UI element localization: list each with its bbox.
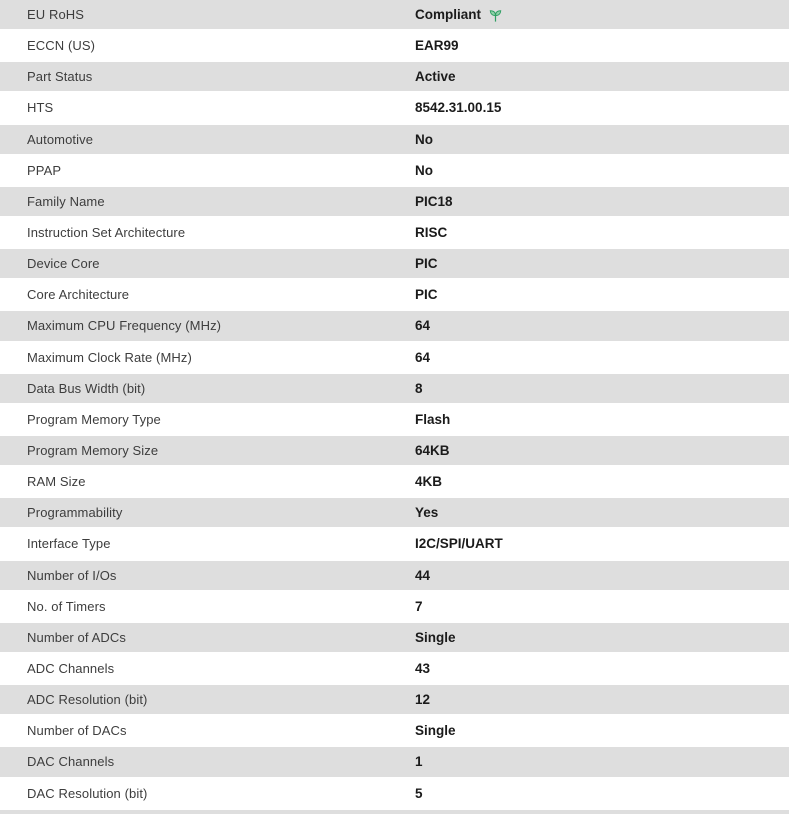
attribute-value-text: No [415,131,433,147]
table-row [0,31,789,62]
table-row [0,467,789,498]
attribute-value [415,723,456,738]
table-row [0,405,789,436]
attribute-value-text: PIC [415,256,438,272]
attribute-value [415,692,430,707]
attribute-value [415,225,447,240]
attribute-value [415,599,423,614]
attribute-label: PPAP [27,162,62,178]
attribute-value [415,100,501,115]
attribute-value [415,256,438,271]
attribute-value [415,505,438,520]
attribute-value-text: PIC [415,287,438,303]
attribute-value-text: Single [415,629,456,645]
table-row [0,343,789,374]
attribute-label: Core Architecture [27,287,130,303]
table-row [0,280,789,311]
attribute-label: Programmability [27,505,123,521]
attribute-label: Program Memory Type [27,411,161,427]
attribute-label: Instruction Set Architecture [27,225,186,241]
table-row [0,218,789,249]
table-row [0,187,789,218]
table-row [0,561,789,592]
attribute-value [415,474,442,489]
attribute-label: ECCN (US) [27,38,96,54]
table-row [0,654,789,685]
attribute-value-text: EAR99 [415,38,459,54]
attribute-label: Data Bus Width (bit) [27,380,146,396]
attribute-value-text: 1 [415,754,423,770]
attribute-value-text: No [415,162,433,178]
table-row [0,716,789,747]
rohs-leaf-icon [488,8,503,23]
attribute-value-text: Single [415,723,456,739]
attribute-label: Automotive [27,131,94,147]
attribute-value-text: 64 [415,318,431,334]
attribute-value-text: RISC [415,225,448,241]
attribute-label: DAC Channels [27,754,115,770]
attribute-value-text: 8542.31.00.15 [415,100,502,116]
attribute-value [415,412,450,427]
table-row [0,156,789,187]
attribute-label: RAM Size [27,474,86,490]
table-row [0,436,789,467]
attribute-label: No. of Timers [27,598,106,614]
attribute-label: Interface Type [27,536,111,552]
attribute-label: Maximum Clock Rate (MHz) [27,349,192,365]
attribute-value-text: 4KB [415,474,443,490]
table-row [0,249,789,280]
table-row [0,62,789,93]
attribute-value [415,287,438,302]
table-row [0,498,789,529]
attribute-value-text: I2C/SPI/UART [415,536,503,552]
attribute-value [415,350,430,365]
attribute-value-text: 43 [415,661,431,677]
attribute-value-text: Yes [415,505,439,521]
attribute-value-text: 64 [415,349,431,365]
table-row [0,592,789,623]
table-row [0,747,789,778]
attribute-value-text: Compliant [415,7,481,23]
attribute-value-text: 64KB [415,443,450,459]
attribute-value-text: Active [415,69,456,85]
attribute-value-text: 8 [415,380,423,396]
attribute-label: Part Status [27,69,93,85]
attribute-value [415,69,456,84]
table-row [0,125,789,156]
attribute-value-text: 7 [415,598,423,614]
attribute-value [415,38,459,53]
attribute-value [415,630,456,645]
table-row [0,374,789,405]
table-row [0,311,789,342]
table-row [0,685,789,716]
attribute-value [415,163,433,178]
attribute-value [415,786,423,801]
attribute-value [415,661,430,676]
table-row [0,0,789,31]
table-row [0,623,789,654]
attribute-label: EU RoHS [27,7,85,23]
table-row [0,93,789,124]
attribute-label: Maximum CPU Frequency (MHz) [27,318,222,334]
attribute-label: Number of DACs [27,723,127,739]
attribute-value-text: Flash [415,411,451,427]
attribute-value [415,7,503,22]
attribute-label: HTS [27,100,54,116]
attribute-value-text: 5 [415,785,423,801]
attribute-label: Number of ADCs [27,629,126,645]
attribute-value [415,754,423,769]
attribute-label: Number of I/Os [27,567,117,583]
attribute-value [415,194,453,209]
attribute-label: Family Name [27,193,105,209]
attribute-value [415,568,430,583]
attribute-label: Device Core [27,256,100,272]
attribute-label: Program Memory Size [27,443,159,459]
attribute-value [415,536,503,551]
table-row [0,779,789,810]
attribute-label: DAC Resolution (bit) [27,785,148,801]
attribute-label: ADC Resolution (bit) [27,692,148,708]
attribute-value [415,318,430,333]
attribute-value-text: PIC18 [415,193,453,209]
attribute-value [415,132,433,147]
attribute-value-text: 44 [415,567,431,583]
attribute-value [415,381,423,396]
attribute-value [415,443,450,458]
attribute-value-text: 12 [415,692,431,708]
table-row [0,529,789,560]
attribute-label: ADC Channels [27,661,115,677]
